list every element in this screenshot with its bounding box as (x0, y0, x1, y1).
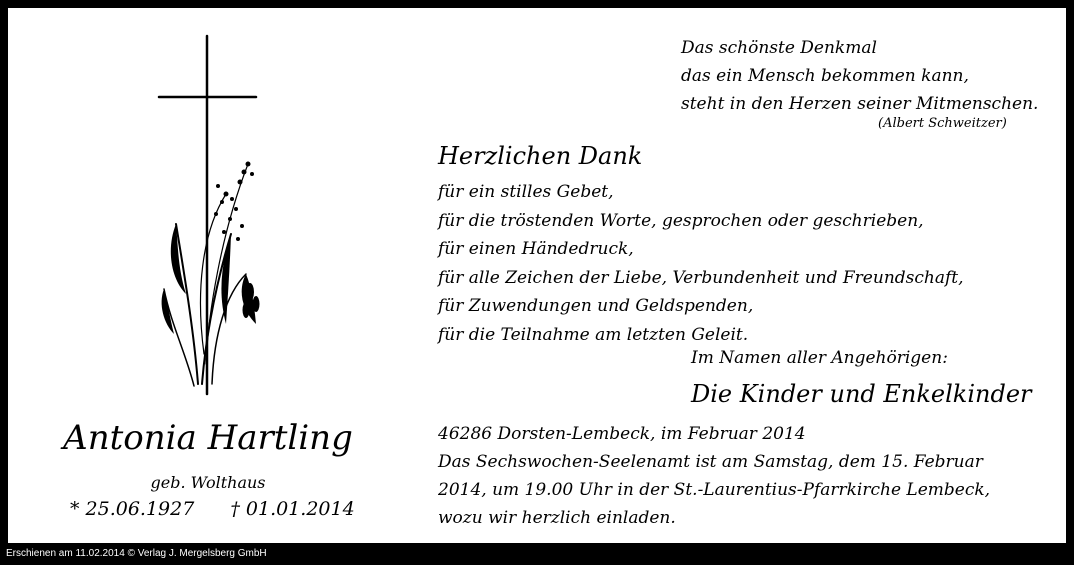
maiden-name: geb. Wolthaus (150, 473, 266, 492)
death-date: † 01.01.2014 (230, 498, 355, 520)
closing-line: wozu wir herzlich einladen. (438, 508, 676, 528)
thanks-line: für die Teilnahme am letzten Geleit. (438, 324, 749, 345)
life-dates (70, 498, 355, 520)
closing-line: Das Sechswochen-Seelenamt ist am Samstag, dem 15. Februar (438, 452, 983, 472)
quote-line: das ein Mensch bekommen kann, (681, 66, 969, 86)
thanks-list (438, 178, 964, 349)
cross-with-grass-icon (146, 34, 276, 396)
quote (681, 34, 1038, 118)
quote-line: Das schönste Denkmal (681, 38, 877, 58)
thanks-line: für alle Zeichen der Liebe, Verbundenheit und Freundschaft, (438, 267, 964, 288)
thanks-line: für ein stilles Gebet, (438, 182, 614, 202)
closing-line: 2014, um 19.00 Uhr in der St.-Laurentius-Pfarrkirche Lembeck, (438, 480, 991, 500)
deceased-name: Antonia Hartling (63, 418, 353, 458)
thanks-line: für Zuwendungen und Geldspenden, (438, 296, 754, 316)
signature-family: Die Kinder und Enkelkinder (691, 380, 1032, 408)
quote-line: steht in den Herzen seiner Mitmenschen. (681, 94, 1039, 114)
obituary-card (8, 8, 1066, 543)
closing-line: 46286 Dorsten-Lembeck, im Februar 2014 (438, 424, 806, 444)
publication-footer: Erschienen am 11.02.2014 © Verlag J. Mergelsberg GmbH (6, 548, 267, 559)
thanks-title: Herzlichen Dank (438, 142, 643, 170)
quote-author: (Albert Schweitzer) (878, 116, 1007, 131)
thanks-line: für einen Händedruck, (438, 239, 634, 259)
birth-date: * 25.06.1927 (70, 498, 195, 520)
thanks-line: für die tröstenden Worte, gesprochen oder geschrieben, (438, 210, 924, 231)
closing-text (438, 420, 990, 532)
signature-intro: Im Namen aller Angehörigen: (691, 348, 948, 368)
